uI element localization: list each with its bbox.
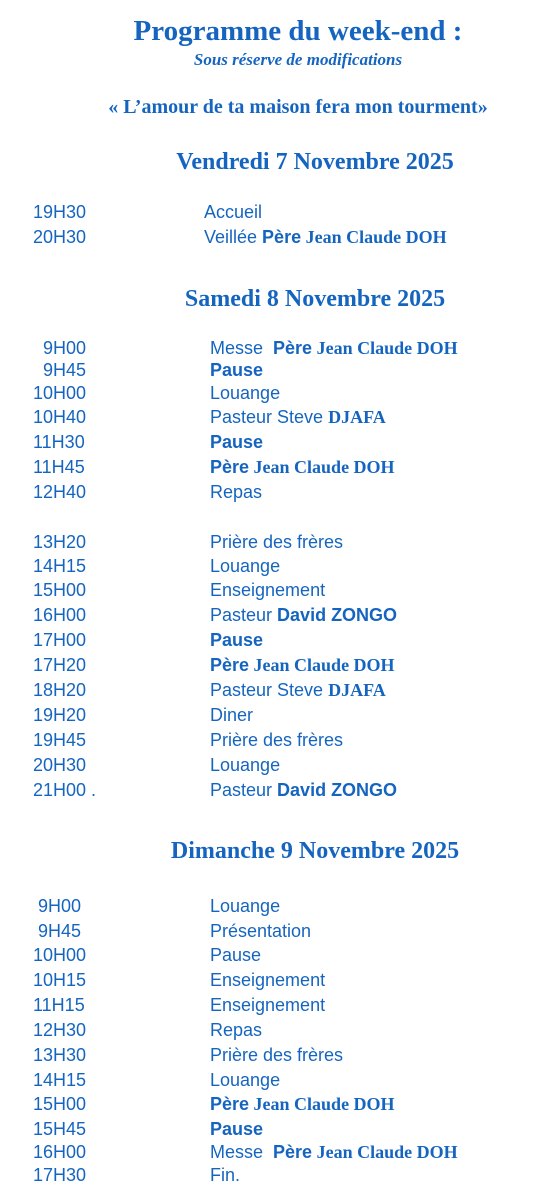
schedule-row [0, 1140, 554, 1165]
activity-text: DJAFA [328, 680, 386, 700]
schedule-time: 17H30 [33, 1165, 87, 1185]
activity-text: Jean Claude DOH [312, 1142, 458, 1162]
schedule-activity [210, 530, 343, 555]
schedule-row [0, 358, 554, 383]
schedule-activity [210, 381, 280, 406]
schedule-time: 10H00 [33, 383, 87, 403]
schedule-row [0, 405, 554, 430]
schedule-time: 20H30 [33, 755, 87, 775]
activity-text: Veillée [204, 227, 263, 247]
schedule-activity [210, 1092, 395, 1117]
schedule-time: 12H30 [33, 1020, 87, 1040]
schedule-row [0, 653, 554, 678]
schedule-activity [210, 919, 311, 944]
activity-text: Fin. [210, 1165, 241, 1185]
schedule-activity [210, 455, 395, 480]
schedule-row [0, 455, 554, 480]
schedule-activity [210, 1140, 458, 1165]
schedule-row [0, 530, 554, 555]
schedule-row [0, 968, 554, 993]
schedule-row [0, 678, 554, 703]
schedule-time: 9H45 [38, 921, 82, 941]
schedule-activity [210, 993, 325, 1018]
schedule-activity [210, 894, 280, 919]
schedule-row [0, 894, 554, 919]
schedule-time: 17H00 [33, 630, 87, 650]
schedule-time: 20H30 [33, 227, 87, 247]
schedule-activity [210, 628, 263, 653]
schedule-time: 19H45 [33, 730, 87, 750]
schedule-time: 11H15 [33, 995, 85, 1015]
activity-text: Jean Claude DOH [249, 457, 395, 477]
schedule-row [0, 381, 554, 406]
schedule-time: 10H15 [33, 970, 87, 990]
schedule-activity [210, 728, 343, 753]
schedule-activity [210, 778, 397, 803]
schedule-activity [204, 200, 262, 225]
schedule-activity [204, 225, 447, 250]
schedule-row [0, 993, 554, 1018]
schedule-activity [210, 554, 280, 579]
schedule-time: 9H45 [43, 360, 87, 380]
activity-text: Pause [210, 1119, 264, 1139]
schedule-activity [210, 703, 253, 728]
schedule-row [0, 578, 554, 603]
schedule-activity [210, 1043, 343, 1068]
schedule-activity [210, 1018, 262, 1043]
schedule-row [0, 778, 554, 803]
schedule-row [0, 1043, 554, 1068]
activity-text: Pasteur [210, 605, 278, 625]
schedule-time: 15H00 [33, 1094, 87, 1114]
schedule-time: 9H00 [38, 896, 82, 916]
activity-text: Louange [210, 1070, 281, 1090]
schedule-activity [210, 653, 395, 678]
schedule-time: 17H20 [33, 655, 87, 675]
schedule-time: 19H20 [33, 705, 87, 725]
schedule-time: 13H30 [33, 1045, 87, 1065]
schedule-row [0, 430, 554, 455]
schedule-time: 12H40 [33, 482, 87, 502]
schedule-time: 14H15 [33, 556, 87, 576]
schedule-time: 10H40 [33, 407, 87, 427]
activity-text: David ZONGO [277, 605, 398, 625]
page-quote: « L’amour de ta maison fera mon tourment» [108, 96, 488, 118]
schedule-activity [210, 943, 261, 968]
schedule-activity [210, 358, 263, 383]
schedule-time: 15H00 [33, 580, 87, 600]
activity-text: Prière des frères [210, 1045, 344, 1065]
schedule-row [0, 225, 554, 250]
activity-text: Messe [210, 338, 274, 358]
schedule-row [0, 753, 554, 778]
schedule-activity [210, 678, 386, 703]
activity-text: Père [210, 655, 250, 675]
activity-text: Père [262, 227, 302, 247]
page-subtitle: Sous réserve de modifications [193, 50, 403, 69]
activity-text: Pause [210, 630, 264, 650]
schedule-activity [210, 753, 280, 778]
activity-text: Père [273, 1142, 313, 1162]
schedule-row [0, 628, 554, 653]
schedule-row [0, 603, 554, 628]
activity-text: Louange [210, 383, 281, 403]
activity-text: Jean Claude DOH [312, 338, 458, 358]
schedule-activity [210, 1117, 263, 1142]
activity-text: Pasteur [210, 780, 278, 800]
activity-text: Louange [210, 755, 281, 775]
activity-text: Repas [210, 1020, 263, 1040]
activity-text: Présentation [210, 921, 312, 941]
schedule-time: 19H30 [33, 202, 87, 222]
schedule-activity [210, 430, 263, 455]
activity-text: Pause [210, 360, 264, 380]
activity-text: Jean Claude DOH [249, 655, 395, 675]
activity-text: Louange [210, 896, 281, 916]
schedule-activity [210, 1163, 240, 1188]
schedule-activity [210, 480, 262, 505]
schedule-row [0, 1018, 554, 1043]
activity-text: Enseignement [210, 970, 326, 990]
schedule-time: 9H00 [43, 338, 87, 358]
activity-text: Pause [210, 945, 262, 965]
schedule-row [0, 919, 554, 944]
activity-text: Pasteur Steve [210, 407, 329, 427]
schedule-activity [210, 1068, 280, 1093]
schedule-time: 10H00 [33, 945, 87, 965]
activity-text: Enseignement [210, 580, 326, 600]
activity-text: Messe [210, 1142, 274, 1162]
schedule-activity [210, 603, 397, 628]
schedule-time: 21H00 . [33, 780, 97, 800]
schedule-row [0, 200, 554, 225]
page-title: Programme du week-end : [133, 15, 463, 47]
activity-text: Enseignement [210, 995, 326, 1015]
schedule-row [0, 728, 554, 753]
schedule-row [0, 554, 554, 579]
schedule-row [0, 1117, 554, 1142]
schedule-row [0, 480, 554, 505]
day-title: Dimanche 9 Novembre 2025 [170, 838, 460, 864]
activity-text: Pasteur Steve [210, 680, 329, 700]
activity-text: Prière des frères [210, 532, 344, 552]
activity-text: Louange [210, 556, 281, 576]
activity-text: Pause [210, 432, 264, 452]
schedule-time: 16H00 [33, 1142, 87, 1162]
activity-text: David ZONGO [277, 780, 398, 800]
activity-text: Jean Claude DOH [249, 1094, 395, 1114]
schedule-row [0, 943, 554, 968]
activity-text: Repas [210, 482, 263, 502]
day-title: Samedi 8 Novembre 2025 [184, 286, 446, 312]
schedule-row [0, 703, 554, 728]
activity-text: Jean Claude DOH [301, 227, 447, 247]
schedule-row [0, 1068, 554, 1093]
activity-text: Père [210, 1094, 250, 1114]
schedule-time: 18H20 [33, 680, 87, 700]
schedule-activity [210, 405, 386, 430]
activity-text: Accueil [204, 202, 263, 222]
schedule-time: 11H30 [33, 432, 85, 452]
activity-text: DJAFA [328, 407, 386, 427]
schedule-row [0, 1163, 554, 1188]
schedule-row [0, 1092, 554, 1117]
day-title: Vendredi 7 Novembre 2025 [176, 149, 454, 175]
schedule-time: 15H45 [33, 1119, 87, 1139]
schedule-time: 13H20 [33, 532, 87, 552]
schedule-activity [210, 968, 325, 993]
activity-text: Prière des frères [210, 730, 344, 750]
activity-text: Père [273, 338, 313, 358]
activity-text: Diner [210, 705, 254, 725]
schedule-time: 16H00 [33, 605, 87, 625]
activity-text: Père [210, 457, 250, 477]
schedule-time: 11H45 [33, 457, 85, 477]
schedule-activity [210, 578, 325, 603]
schedule-time: 14H15 [33, 1070, 87, 1090]
